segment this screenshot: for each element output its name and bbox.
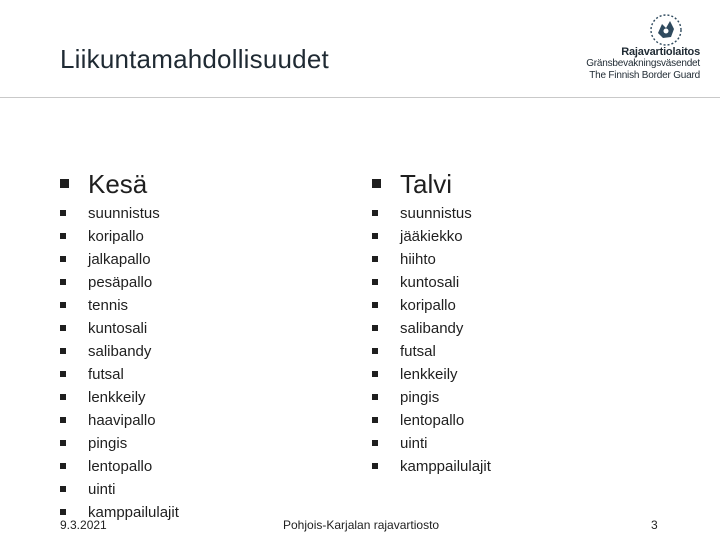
list-item — [60, 342, 179, 365]
square-bullet-icon — [60, 179, 69, 188]
list-item — [372, 342, 491, 365]
list-item — [60, 273, 179, 296]
list-item-label: jalkapallo — [88, 251, 151, 268]
list-item-label: suunnistus — [88, 205, 160, 222]
list-item-label: haavipallo — [88, 412, 156, 429]
list-item — [372, 365, 491, 388]
list-item — [60, 296, 179, 319]
square-bullet-icon — [60, 371, 66, 377]
list-item — [372, 388, 491, 411]
list-item-label: pesäpallo — [88, 274, 153, 291]
list-item — [60, 411, 179, 434]
slide-title: Liikuntamahdollisuudet — [60, 44, 329, 74]
square-bullet-icon — [60, 210, 66, 216]
list-item-label: koripallo — [400, 297, 456, 314]
square-bullet-icon — [60, 325, 66, 331]
list-item-label: salibandy — [400, 320, 464, 337]
list-item-label: uinti — [88, 481, 116, 498]
list-item — [60, 250, 179, 273]
list-item-label: futsal — [400, 343, 436, 360]
page-number: 3 — [651, 518, 658, 532]
square-bullet-icon — [60, 279, 66, 285]
square-bullet-icon — [372, 417, 378, 423]
square-bullet-icon — [372, 371, 378, 377]
list-item — [60, 434, 179, 457]
footer-organization: Pohjois-Karjalan rajavartiosto — [283, 518, 440, 532]
border-guard-emblem-icon — [649, 13, 683, 47]
logo-text-line-1: Rajavartiolaitos — [621, 46, 700, 58]
summer-column — [60, 168, 179, 521]
winter-heading — [372, 168, 452, 200]
list-item — [372, 457, 491, 480]
list-item — [372, 273, 491, 296]
square-bullet-icon — [372, 463, 378, 469]
list-item-label: jääkiekko — [400, 228, 463, 245]
square-bullet-icon — [372, 440, 378, 446]
square-bullet-icon — [60, 486, 66, 492]
square-bullet-icon — [60, 440, 66, 446]
title-divider — [0, 97, 720, 98]
logo — [586, 10, 700, 90]
list-item — [60, 457, 179, 480]
list-item-label: salibandy — [88, 343, 152, 360]
list-item — [372, 296, 491, 319]
list-item-label: uinti — [400, 435, 428, 452]
list-item — [372, 434, 491, 457]
square-bullet-icon — [60, 417, 66, 423]
summer-heading — [60, 168, 147, 200]
square-bullet-icon — [372, 210, 378, 216]
list-item-label: tennis — [88, 297, 129, 314]
square-bullet-icon — [60, 233, 66, 239]
list-item-label: kamppailulajit — [88, 504, 179, 521]
summer-list — [60, 204, 179, 526]
winter-list — [372, 204, 491, 480]
list-item — [372, 204, 491, 227]
square-bullet-icon — [60, 302, 66, 308]
square-bullet-icon — [60, 509, 66, 515]
list-item-label: suunnistus — [400, 205, 472, 222]
list-item — [372, 250, 491, 273]
list-item-label: lenkkeily — [400, 366, 458, 383]
square-bullet-icon — [372, 325, 378, 331]
list-item — [372, 227, 491, 250]
square-bullet-icon — [372, 256, 378, 262]
list-item-label: kuntosali — [400, 274, 460, 291]
list-item — [60, 365, 179, 388]
list-item — [60, 388, 179, 411]
square-bullet-icon — [372, 348, 378, 354]
winter-heading-label: Talvi — [400, 169, 453, 199]
list-item-label: futsal — [88, 366, 124, 383]
summer-heading-label: Kesä — [88, 169, 148, 199]
list-item-label: pingis — [400, 389, 440, 406]
list-item-label: kuntosali — [88, 320, 148, 337]
square-bullet-icon — [372, 279, 378, 285]
footer-date: 9.3.2021 — [60, 518, 107, 532]
list-item — [60, 319, 179, 342]
list-item-label: kamppailulajit — [400, 458, 491, 475]
square-bullet-icon — [60, 394, 66, 400]
list-item — [60, 204, 179, 227]
square-bullet-icon — [372, 233, 378, 239]
list-item — [60, 227, 179, 250]
square-bullet-icon — [372, 302, 378, 308]
square-bullet-icon — [60, 348, 66, 354]
winter-column — [372, 168, 491, 475]
list-item-label: lentopallo — [400, 412, 465, 429]
list-item — [372, 319, 491, 342]
list-item-label: lentopallo — [88, 458, 153, 475]
list-item — [60, 480, 179, 503]
square-bullet-icon — [372, 179, 381, 188]
logo-text-line-2: Gränsbevakningsväsendet — [586, 58, 700, 69]
logo-text-line-3: The Finnish Border Guard — [589, 70, 700, 81]
list-item-label: koripallo — [88, 228, 144, 245]
square-bullet-icon — [60, 256, 66, 262]
square-bullet-icon — [372, 394, 378, 400]
square-bullet-icon — [60, 463, 66, 469]
list-item-label: hiihto — [400, 251, 436, 268]
list-item-label: lenkkeily — [88, 389, 146, 406]
list-item-label: pingis — [88, 435, 128, 452]
list-item — [372, 411, 491, 434]
